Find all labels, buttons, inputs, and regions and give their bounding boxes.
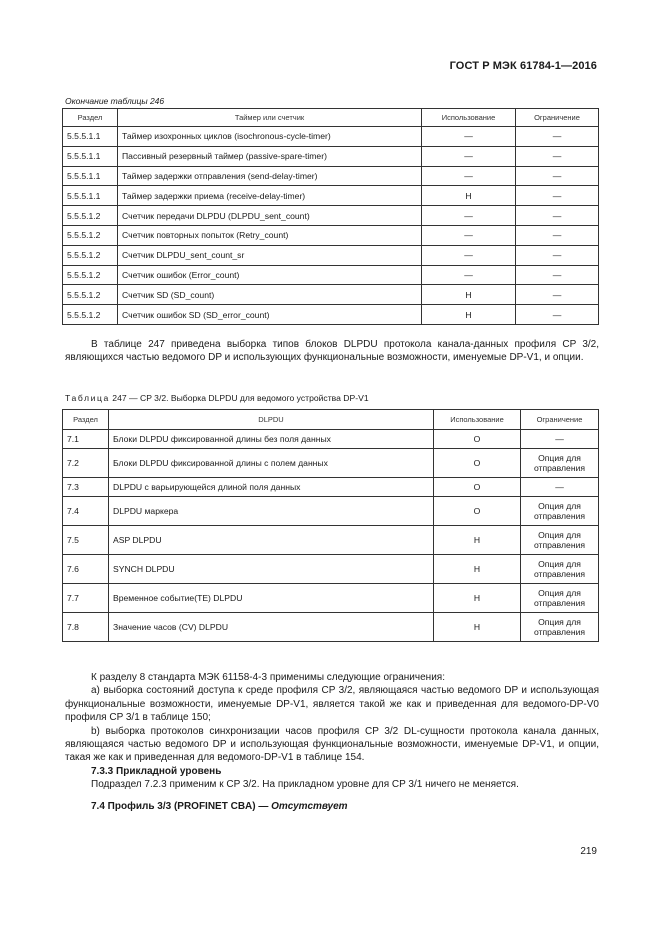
table-cell: 5.5.5.1.1 [63, 146, 118, 166]
table-246-caption: Окончание таблицы 246 [65, 96, 165, 106]
table-cell: — [516, 305, 599, 325]
table-cell: — [516, 265, 599, 285]
column-header: Использование [434, 410, 521, 430]
table-row [63, 449, 599, 478]
table-cell: Счетчик передачи DLPDU (DLPDU_sent_count) [118, 206, 422, 226]
table-cell: Счетчик DLPDU_sent_count_sr [118, 245, 422, 265]
caption-prefix: Таблица [65, 393, 110, 403]
table-cell: 5.5.5.1.1 [63, 186, 118, 206]
table-cell: — [521, 430, 599, 449]
table-cell: Счетчик повторных попыток (Retry_count) [118, 225, 422, 245]
table-cell: 5.5.5.1.2 [63, 285, 118, 305]
table-cell: 7.2 [63, 449, 109, 478]
table-cell: Н [422, 305, 516, 325]
column-header: Использование [422, 109, 516, 127]
table-cell: Опция для отправления [521, 497, 599, 526]
table-header-row [63, 410, 599, 430]
table-row [63, 206, 599, 226]
table-cell: 5.5.5.1.2 [63, 245, 118, 265]
table-row [63, 584, 599, 613]
table-246 [62, 108, 599, 325]
table-cell: SYNCH DLPDU [109, 555, 434, 584]
table-cell: Опция для отправления [521, 449, 599, 478]
table-cell: 5.5.5.1.1 [63, 127, 118, 147]
table-cell: — [516, 186, 599, 206]
table-cell: — [516, 166, 599, 186]
table-cell: ASP DLPDU [109, 526, 434, 555]
table-cell: О [434, 497, 521, 526]
column-header: Таймер или счетчик [118, 109, 422, 127]
table-row [63, 265, 599, 285]
table-cell: Н [422, 285, 516, 305]
section-7-3-3-heading: 7.3.3 Прикладной уровень [91, 765, 222, 777]
table-cell: — [422, 265, 516, 285]
table-cell: 5.5.5.1.2 [63, 206, 118, 226]
table-cell: Таймер задержки приема (receive-delay-timer) [118, 186, 422, 206]
table-cell: — [422, 245, 516, 265]
table-cell: 5.5.5.1.2 [63, 225, 118, 245]
table-cell: Счетчик ошибок (Error_count) [118, 265, 422, 285]
table-cell: — [516, 127, 599, 147]
table-row [63, 497, 599, 526]
section-7-4-heading [65, 800, 599, 813]
table-cell: DLPDU маркера [109, 497, 434, 526]
table-cell: 5.5.5.1.2 [63, 265, 118, 285]
table-cell: Опция для отправления [521, 555, 599, 584]
table-cell: — [422, 206, 516, 226]
table-cell: Пассивный резервный таймер (passive-spare-timer) [118, 146, 422, 166]
restrictions-block [65, 671, 599, 813]
table-row [63, 305, 599, 325]
section-7-4-status: Отсутствует [271, 800, 348, 812]
document-header: ГОСТ Р МЭК 61784-1—2016 [449, 60, 597, 72]
table-cell: Н [434, 526, 521, 555]
table-cell: 7.8 [63, 613, 109, 642]
table-cell: — [516, 206, 599, 226]
table-cell: Н [434, 584, 521, 613]
paragraph-text: В таблице 247 приведена выборка типов блоков DLPDU протокола канала-данных профиля CP 3/2, являющихся частью ведомого DP и использующих функциональные возможности, именуемые DP-V1, и опции. [65, 339, 599, 364]
table-cell: — [422, 225, 516, 245]
table-cell: Таймер изохронных циклов (isochronous-cycle-timer) [118, 127, 422, 147]
table-cell: 7.7 [63, 584, 109, 613]
column-header: Раздел [63, 109, 118, 127]
table-cell: — [521, 478, 599, 497]
table-header-row [63, 109, 599, 127]
table-cell: Опция для отправления [521, 526, 599, 555]
table-cell: 7.1 [63, 430, 109, 449]
table-cell: Значение часов (CV) DLPDU [109, 613, 434, 642]
table-cell: Н [434, 555, 521, 584]
section-7-3-3-text: Подраздел 7.2.3 применим к CP 3/2. На прикладном уровне для CP 3/1 ничего не меняется. [91, 779, 519, 791]
table-cell: Опция для отправления [521, 584, 599, 613]
table-cell: Временное событие(TE) DLPDU [109, 584, 434, 613]
restrictions-lead: К разделу 8 стандарта МЭК 61158-4-3 применимы следующие ограничения: [91, 672, 445, 683]
table-247 [62, 409, 599, 642]
caption-text: 247 — CP 3/2. Выборка DLPDU для ведомого устройства DP-V1 [109, 393, 369, 403]
table-cell: Опция для отправления [521, 613, 599, 642]
table-row [63, 146, 599, 166]
table-row [63, 430, 599, 449]
table-cell: — [422, 166, 516, 186]
table-row [63, 526, 599, 555]
table-row [63, 478, 599, 497]
table-cell: — [516, 285, 599, 305]
restriction-item-a: а) выборка состояний доступа к среде профиля CP 3/2, являющаяся частью ведомого DP и использующая функциональные возможности, именуемые DP-V1, является такой же как и приведенная для ведомого-DP-V0 профиля CP 3/1 в таблице 150; [65, 685, 599, 724]
table-row [63, 166, 599, 186]
table-row [63, 225, 599, 245]
table-cell: 5.5.5.1.1 [63, 166, 118, 186]
table-cell: 7.4 [63, 497, 109, 526]
table-cell: Таймер задержки отправления (send-delay-timer) [118, 166, 422, 186]
section-7-4-title: 7.4 Профиль 3/3 (PROFINET CBA) — [91, 800, 272, 812]
table-cell: О [434, 449, 521, 478]
table-cell: — [516, 146, 599, 166]
table-cell: Блоки DLPDU фиксированной длины без поля данных [109, 430, 434, 449]
intro-paragraph [65, 338, 599, 365]
column-header: Раздел [63, 410, 109, 430]
table-cell: Счетчик SD (SD_count) [118, 285, 422, 305]
page-number: 219 [580, 846, 597, 857]
table-cell: Н [434, 613, 521, 642]
restriction-item-b: b) выборка протоколов синхронизации часов профиля CP 3/2 DL-сущности протокола канала данных, являющаяся частью ведомого DP и использующая функциональные возможности, именуемые DP-V1, и опции, такая же как и приведенная для ведомого-DP-V1 в таблице 154. [65, 725, 599, 764]
table-cell: О [434, 478, 521, 497]
table-cell: 5.5.5.1.2 [63, 305, 118, 325]
table-cell: 7.3 [63, 478, 109, 497]
table-row [63, 285, 599, 305]
table-cell: — [516, 245, 599, 265]
table-cell: DLPDU с варьирующейся длиной поля данных [109, 478, 434, 497]
table-cell: 7.6 [63, 555, 109, 584]
column-header: Ограничение [521, 410, 599, 430]
table-row [63, 127, 599, 147]
table-cell: — [422, 127, 516, 147]
table-cell: Счетчик ошибок SD (SD_error_count) [118, 305, 422, 325]
table-247-caption [65, 393, 369, 403]
table-row [63, 186, 599, 206]
column-header: Ограничение [516, 109, 599, 127]
table-cell: Блоки DLPDU фиксированной длины с полем данных [109, 449, 434, 478]
table-row [63, 245, 599, 265]
table-cell: Н [422, 186, 516, 206]
table-cell: О [434, 430, 521, 449]
table-cell: — [516, 225, 599, 245]
table-row [63, 555, 599, 584]
table-row [63, 613, 599, 642]
table-cell: 7.5 [63, 526, 109, 555]
table-cell: — [422, 146, 516, 166]
column-header: DLPDU [109, 410, 434, 430]
